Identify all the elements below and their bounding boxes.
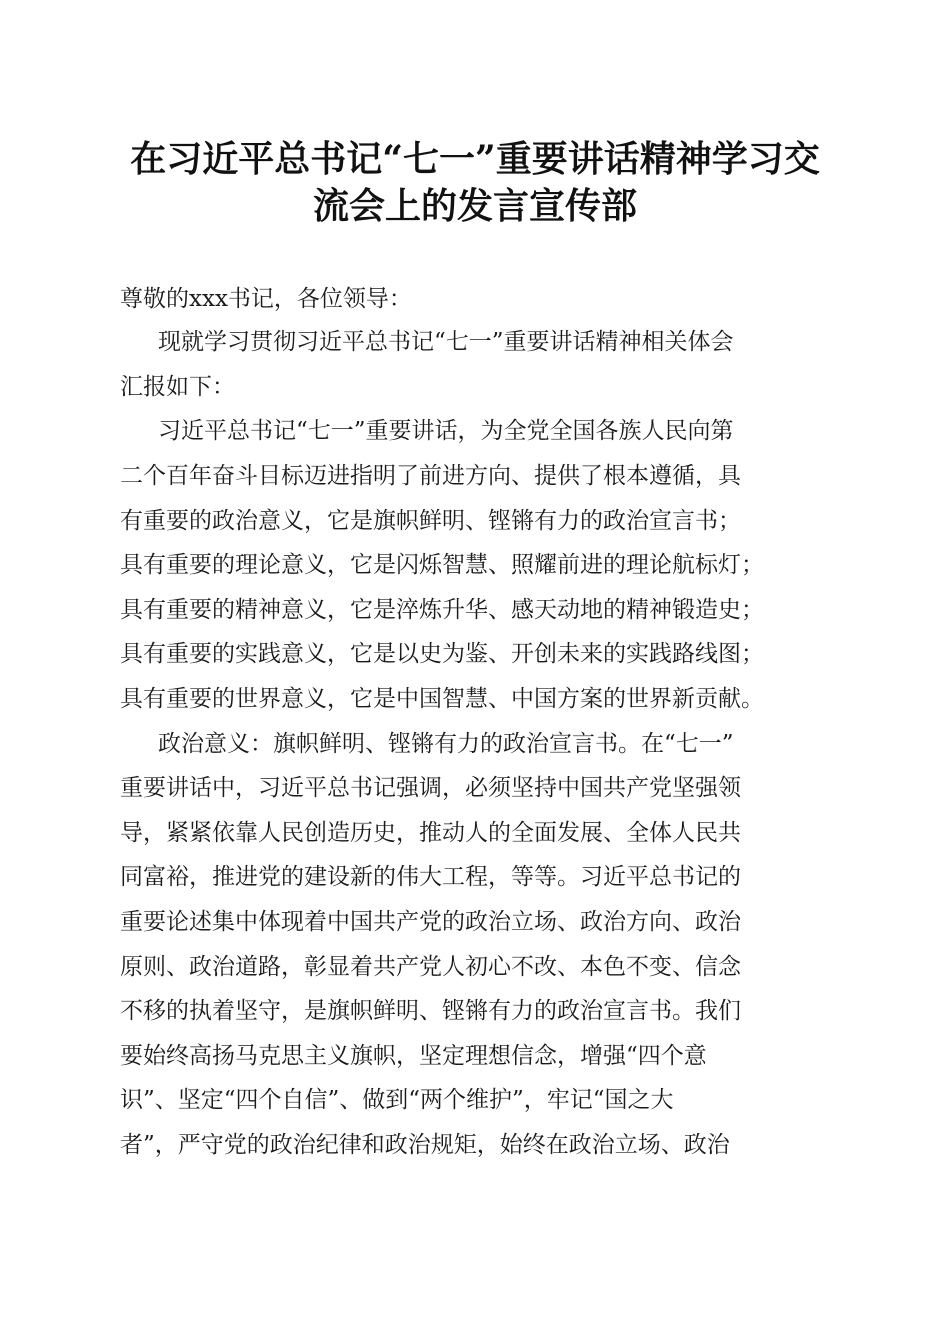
body-line: 习近平总书记“七一”重要讲话，为全党全国各族人民向第 (158, 418, 734, 444)
body-line: 原则、政治道路，彰显着共产党人初心不改、本色不变、信念 (120, 954, 741, 980)
body-line: 重要论述集中体现着中国共产党的政治立场、政治方向、政治 (120, 909, 741, 935)
body-line: 汇报如下： (120, 374, 235, 400)
body-line: 导，紧紧依靠人民创造历史，推动人的全面发展、全体人民共 (120, 820, 741, 846)
body-line: 具有重要的世界意义，它是中国智慧、中国方案的世界新贡献。 (120, 686, 764, 712)
body-line: 具有重要的实践意义，它是以史为鉴、开创未来的实践路线图； (120, 641, 764, 667)
body-line: 要始终高扬马克思主义旗帜，坚定理想信念，增强“四个意 (120, 1043, 707, 1069)
body-line: 者”，严守党的政治纪律和政治规矩，始终在政治立场、政治 (120, 1132, 730, 1158)
salutation: 尊敬的xxx书记，各位领导： (120, 286, 412, 312)
document-title-line-1: 在习近平总书记“七一”重要讲话精神学习交 (130, 138, 820, 180)
body-line: 现就学习贯彻习近平总书记“七一”重要讲话精神相关体会 (158, 329, 734, 355)
body-line: 具有重要的精神意义，它是淬炼升华、感天动地的精神锻造史； (120, 597, 764, 623)
body-line: 重要讲话中，习近平总书记强调，必须坚持中国共产党坚强领 (120, 775, 741, 801)
body-line: 二个百年奋斗目标迈进指明了前进方向、提供了根本遵循，具 (120, 463, 741, 489)
body-line: 不移的执着坚守，是旗帜鲜明、铿锵有力的政治宣言书。我们 (120, 998, 741, 1024)
body-line: 有重要的政治意义，它是旗帜鲜明、铿锵有力的政治宣言书； (120, 508, 741, 534)
body-line: 识”、坚定“四个自信”、做到“两个维护”，牢记“国之大 (120, 1087, 674, 1113)
body-line: 具有重要的理论意义，它是闪烁智慧、照耀前进的理论航标灯； (120, 552, 764, 578)
document-title-line-2: 流会上的发言宣传部 (312, 185, 637, 227)
body-line: 同富裕，推进党的建设新的伟大工程，等等。习近平总书记的 (120, 864, 741, 890)
body-line: 政治意义：旗帜鲜明、铿锵有力的政治宣言书。在“七一” (158, 731, 734, 757)
